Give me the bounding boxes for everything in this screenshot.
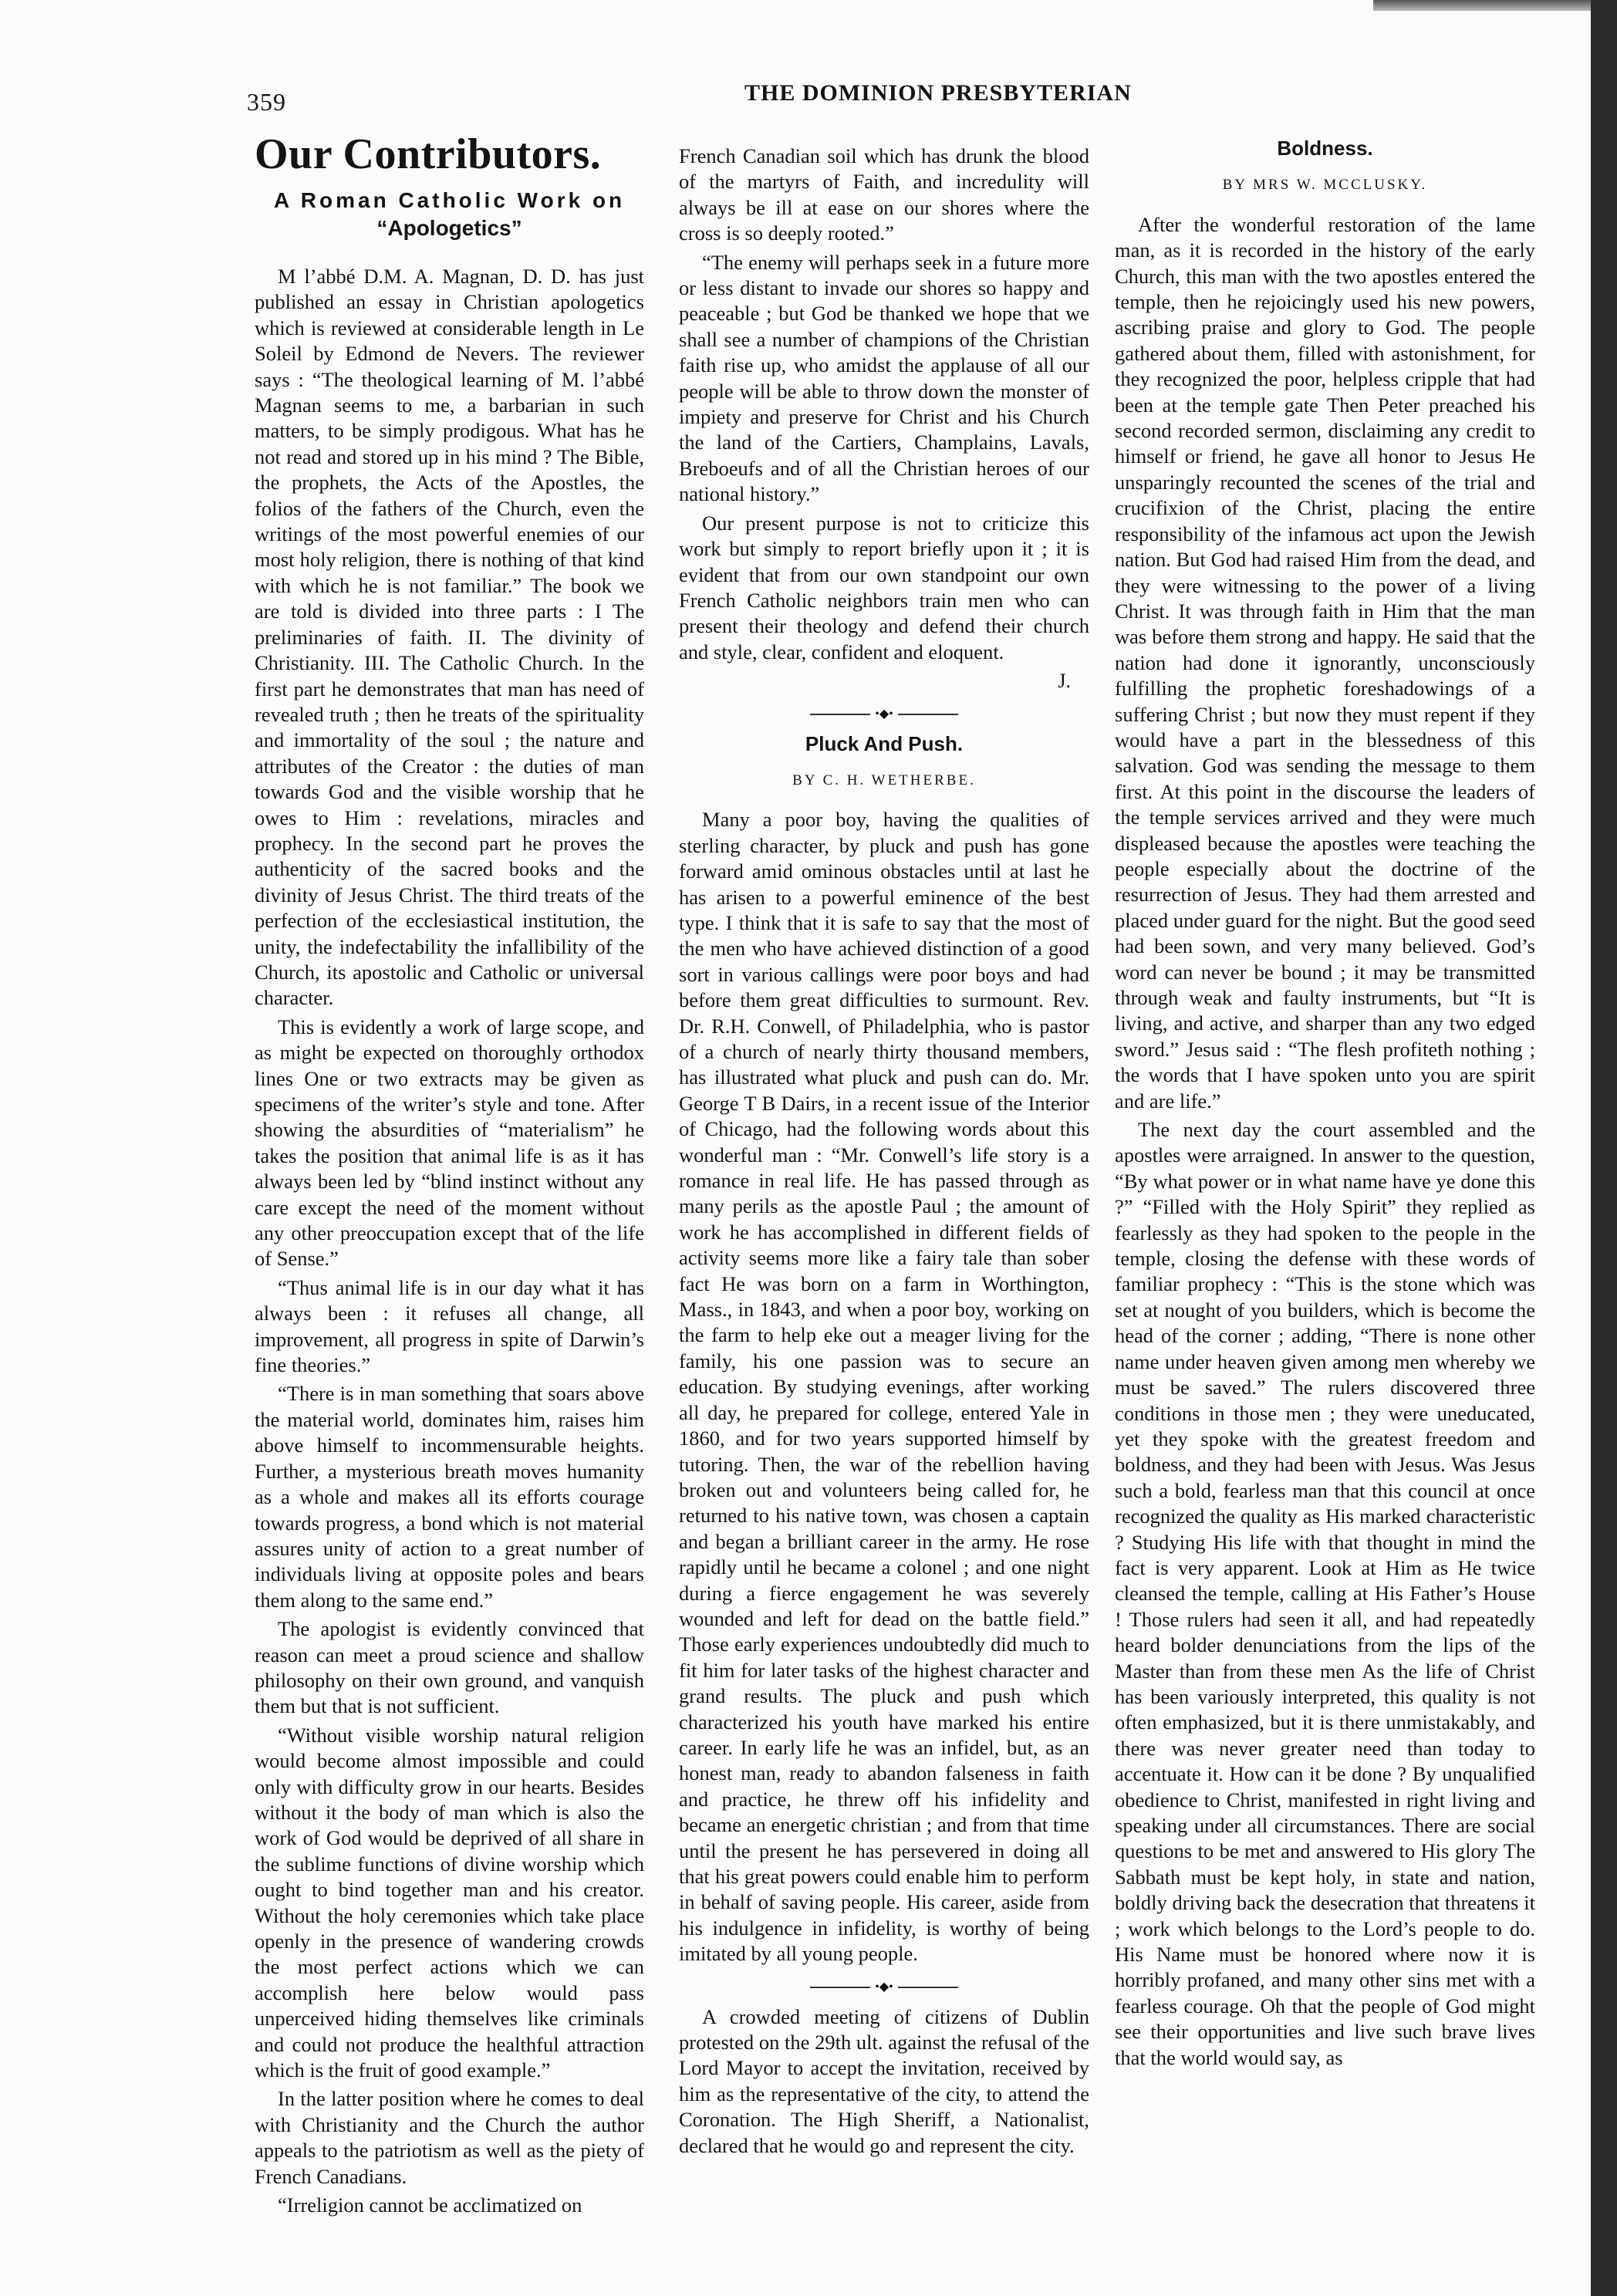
byline: BY C. H. WETHERBE.: [792, 772, 976, 788]
department-title: Our Contributors.: [255, 130, 602, 178]
article-title-line2: “Apologetics”: [376, 216, 522, 240]
paragraph: “Irreligion cannot be acclimatized on: [278, 2193, 582, 2217]
article-title: [255, 187, 644, 242]
scan-edge-right: [1591, 0, 1617, 2296]
divider-ornament-icon: •◆•: [875, 707, 893, 721]
page-number: 359: [247, 88, 286, 116]
divider-rule: [898, 1987, 958, 1988]
paragraph: The next day the court assembled and the apostles were arraigned. In answer to the question, “By what power or in what name have ye done this ?” “Filled with the Holy Spirit” they replied as fearlessly as they had spoken to the people in the temple, closing the defense with these words of familiar prophecy : “This is the stone which was set at nought of you builders, which is become the head of the corner ; adding, “There is none other name under heaven given among men whereby we must be saved.” The rulers discovered three conditions in those men ; they were uneducated, yet they spoke with the greatest freedom and boldness, and they had been with Jesus. Was Jesus such a bold, fearless man that this council at once recognized the quality as His marked characteristic ? Studying His life with that thought in mind the fact is very apparent. Look at Him as He twice cleansed the temple, calling at His Father’s House ! Those rulers had seen it all, and had repeatedly heard bolder denunciations from the lips of the Master than from these men As the life of Christ has been variously interpreted, this quality is not often emphasized, but it is there unmistakably, and there was never greater need than today to accentuate it. How can it be done ? By unqualified obedience to Christ, manifested in right living and speaking under all circumstances. There are social questions to be met and answered to His glory The Sabbath must be kept holy, in state and nation, boldly driving back the desecration that threatens it ; work which belongs to the Lord’s people to do. His Name must be honored where now it is horribly profaned, and many other sins met with a fearless courage. Oh that the people of God might see their opportunities and live such brave lives that the world would say, as: [1115, 1118, 1535, 2069]
section-divider: [679, 1980, 1089, 1995]
article-title-line1: A Roman Catholic Work on: [273, 188, 626, 212]
paragraph: “Thus animal life is in our day what it has always been : it refuses all change, all improvement, all progress in spite of Darwin’s fine theories.”: [255, 1275, 644, 1377]
paragraph: Many a poor boy, having the qualities of sterling character, by pluck and push has gone forward amid ominous obstacles until at last he has arisen to a powerful eminence of the best type. I think that it is safe to say that the most of the men who have achieved distinction of a good sort in various callings were poor boys and had before them great difficulties to surmount. Rev. Dr. R.H. Conwell, of Philadelphia, who is pastor of a church of nearly thirty thousand members, has illustrated what pluck and push can do. Mr. George T B Dairs, in a recent issue of the Interior of Chicago, had the following words about this wonderful man : “Mr. Conwell’s life story is a romance in real life. He has passed through as many perils as the apostle Paul ; the amount of work he has accomplished in different fields of activity seems more like a fairy tale than sober fact He was born on a farm in Worthington, Mass., in 1843, and when a poor boy, working on the farm to help eke out a meager living for the family, his one passion was to secure an education. By studying evenings, after working all day, he prepared for college, entered Yale in 1860, and for two years supported himself by tutoring. Then, the war of the rebellion having broken out and volunteers being called for, he returned to his native town, was chosen a captain and began a brilliant career in the army. He rose rapidly until he became a colonel ; and one night during a fierce engagement he was severely wounded and left for dead on the battle field.” Those early experiences undoubtedly did much to fit him for later tasks of the highest character and grand results. The pluck and push which characterized his youth have marked his entire career. In early life he was an infidel, but, as an honest man, ready to abandon falseness in faith and practice, he threw off his infidelity and became an energetic christian ; and from that time until the present he has persevered in doing all that his great powers could enable him to perform in behalf of saving people. His career, aside from his indulgence in infidelity, is worthy of being imitated by all young people.: [679, 808, 1089, 1966]
section-divider: [679, 707, 1089, 722]
news-paragraph: A crowded meeting of citizens of Dublin protested on the 29th ult. against the refusal of the Lord Mayor to accept the invitation, received by him as the representative of the city, to attend the Coronation. The High Sheriff, a Nationalist, declared that he would go and represent the city.: [679, 2004, 1089, 2157]
article-title-pluck: Pluck And Push.: [805, 731, 964, 755]
paragraph: “Without visible worship natural religion would become almost impossible and could only with difficulty grow in our hearts. Besides without it the body of man which is also the work of God would be deprived of all share in the sublime functions of divine worship which ought to bind together man and his creator. Without the holy ceremonies which take place openly in the presence of wandering crowds the most perfect actions which we can accomplish here below would pass unperceived hiding themselves like criminals and could not produce the healthful attraction which is the fruit of good example.”: [255, 1723, 644, 2082]
paragraph: “There is in man something that soars above the material world, dominates him, raises him above himself to incommensurable heights. Further, a mysterious breath moves humanity as a whole and makes all its efforts courage towards progress, a bond which is not material assures unity of action to a great number of individuals living at opposite poles and bears them along to the same end.”: [255, 1382, 644, 1612]
column-1: [255, 131, 644, 2221]
byline: BY MRS W. MCCLUSKY.: [1222, 177, 1428, 194]
paragraph-continued: French Canadian soil which has drunk the blood of the martyrs of Faith, and incredulity will always be ill at ease on our shores where the cross is so deeply rooted.”: [679, 144, 1089, 245]
divider-rule: [810, 1987, 870, 1988]
column-3: [1115, 131, 1535, 2074]
paragraph: In the latter position where he comes to deal with Christianity and the Church the author appeals to the patriotism as well as the piety of French Canadians.: [255, 2087, 644, 2188]
article-title-boldness: Boldness.: [1277, 137, 1373, 160]
column-2: [679, 131, 1089, 2162]
journal-title: THE DOMINION PRESBYTERIAN: [744, 80, 1132, 106]
divider-rule: [810, 714, 870, 715]
paragraph: M l’abbé D.M. A. Magnan, D. D. has just published an essay in Christian apologetics which is reviewed at considerable length in Le Soleil by Edmond de Nevers. The reviewer says : “The theological learning of M. l’abbé Magnan seems to me, a barbarian in such matters, to be simply prodigous. What has he not read and stored up in his mind ? The Bible, the prophets, the Acts of the Apostles, the folios of the fathers of the Church, even the writings of the most powerful enemies of our most holy religion, there is nothing of that kind with which he is not familiar.” The book we are told is divided into three parts : I The preliminaries of faith. II. The divinity of Christianity. III. The Catholic Church. In the first part he demonstrates that man has need of revealed truth ; then he treats of the spirituality and immortality of the soul ; the nature and attributes of the Creator : the duties of man towards God and the visible worship that he owes to Him : revelations, miracles and prophecy. In the second part he proves the authenticity of the sacred books and the divinity of Jesus Christ. The third treats of the perfection of the ecclesiastical institution, the unity, the indefectability the infallibility of the Church, its apostolic and Catholic or universal character.: [255, 265, 644, 1010]
paragraph: The apologist is evidently convinced that reason can meet a proud science and shallow philosophy on their own ground, and vanquish them but that is not sufficient.: [255, 1617, 644, 1718]
paragraph: Our present purpose is not to criticize this work but simply to report briefly upon it ; it is evident that from our own standpoint our own French Catholic neighbors train men who can present their theology and defend their church and style, clear, confident and eloquent.: [679, 511, 1089, 663]
author-signature: J.: [1058, 670, 1071, 693]
divider-rule: [898, 714, 958, 715]
divider-ornament-icon: •◆•: [875, 1980, 893, 1994]
paragraph: “The enemy will perhaps seek in a future more or less distant to invade our shores so happy and peaceable ; but God be thanked we hope that we shall see a number of champions of the Christian faith rise up, who amidst the applause of all our people will be able to throw down the monster of impiety and preserve for Christ and his Church the land of the Cartiers, Champlains, Lavals, Breboeufs and of all the Christian heroes of our national history.”: [679, 250, 1089, 506]
paragraph: This is evidently a work of large scope, and as might be expected on thoroughly orthodox lines One or two extracts may be given as specimens of the writer’s style and tone. After showing the absurdities of “materialism” he takes the position that animal life is as it has always been led by “blind instinct without any care except the need of the moment without any other preoccupation except that of the life of Sense.”: [255, 1015, 644, 1271]
paragraph: After the wonderful restoration of the lame man, as it is recorded in the history of the early Church, this man with the two apostles entered the temple, then he rejoicingly used his new powers, ascribing praise and glory to God. The people gathered about them, filled with astonishment, for they recognized the poor, helpless cripple that had been at the temple gate Then Peter preached his second recorded sermon, disclaiming any credit to himself or friend, he gave all honor to Jesus He unsparingly recounted the scenes of the trial and crucifixion of the Christ, placing the entire responsibility of the infamous act upon the Jewish nation. But God had raised Him from the dead, and they were witnessing to the power of a living Christ. It was through faith in Him that the man was before them strong and happy. He said that the nation had done it ignorantly, unconsciously fulfilling the prophetic foreshadowings of a suffering Christ ; but now they must repent if they would have a part in the blessedness of this salvation. God was sending the message to them first. At this point in the discourse the leaders of the temple services arrived and they were much displeased because the apostles were teaching the people especially about the doctrine of the resurrection of Jesus. They had them arrested and placed under guard for the night. But the good seed had been sown, and very many believed. God’s word can never be bound ; it may be transmitted through weak and faulty instruments, but “It is living, and active, and sharper than any two edged sword.” Jesus said : “The flesh profiteth nothing ; the words that I have spoken unto you are spirit and are life.”: [1115, 212, 1535, 1113]
scan-edge-top: [1373, 0, 1597, 11]
